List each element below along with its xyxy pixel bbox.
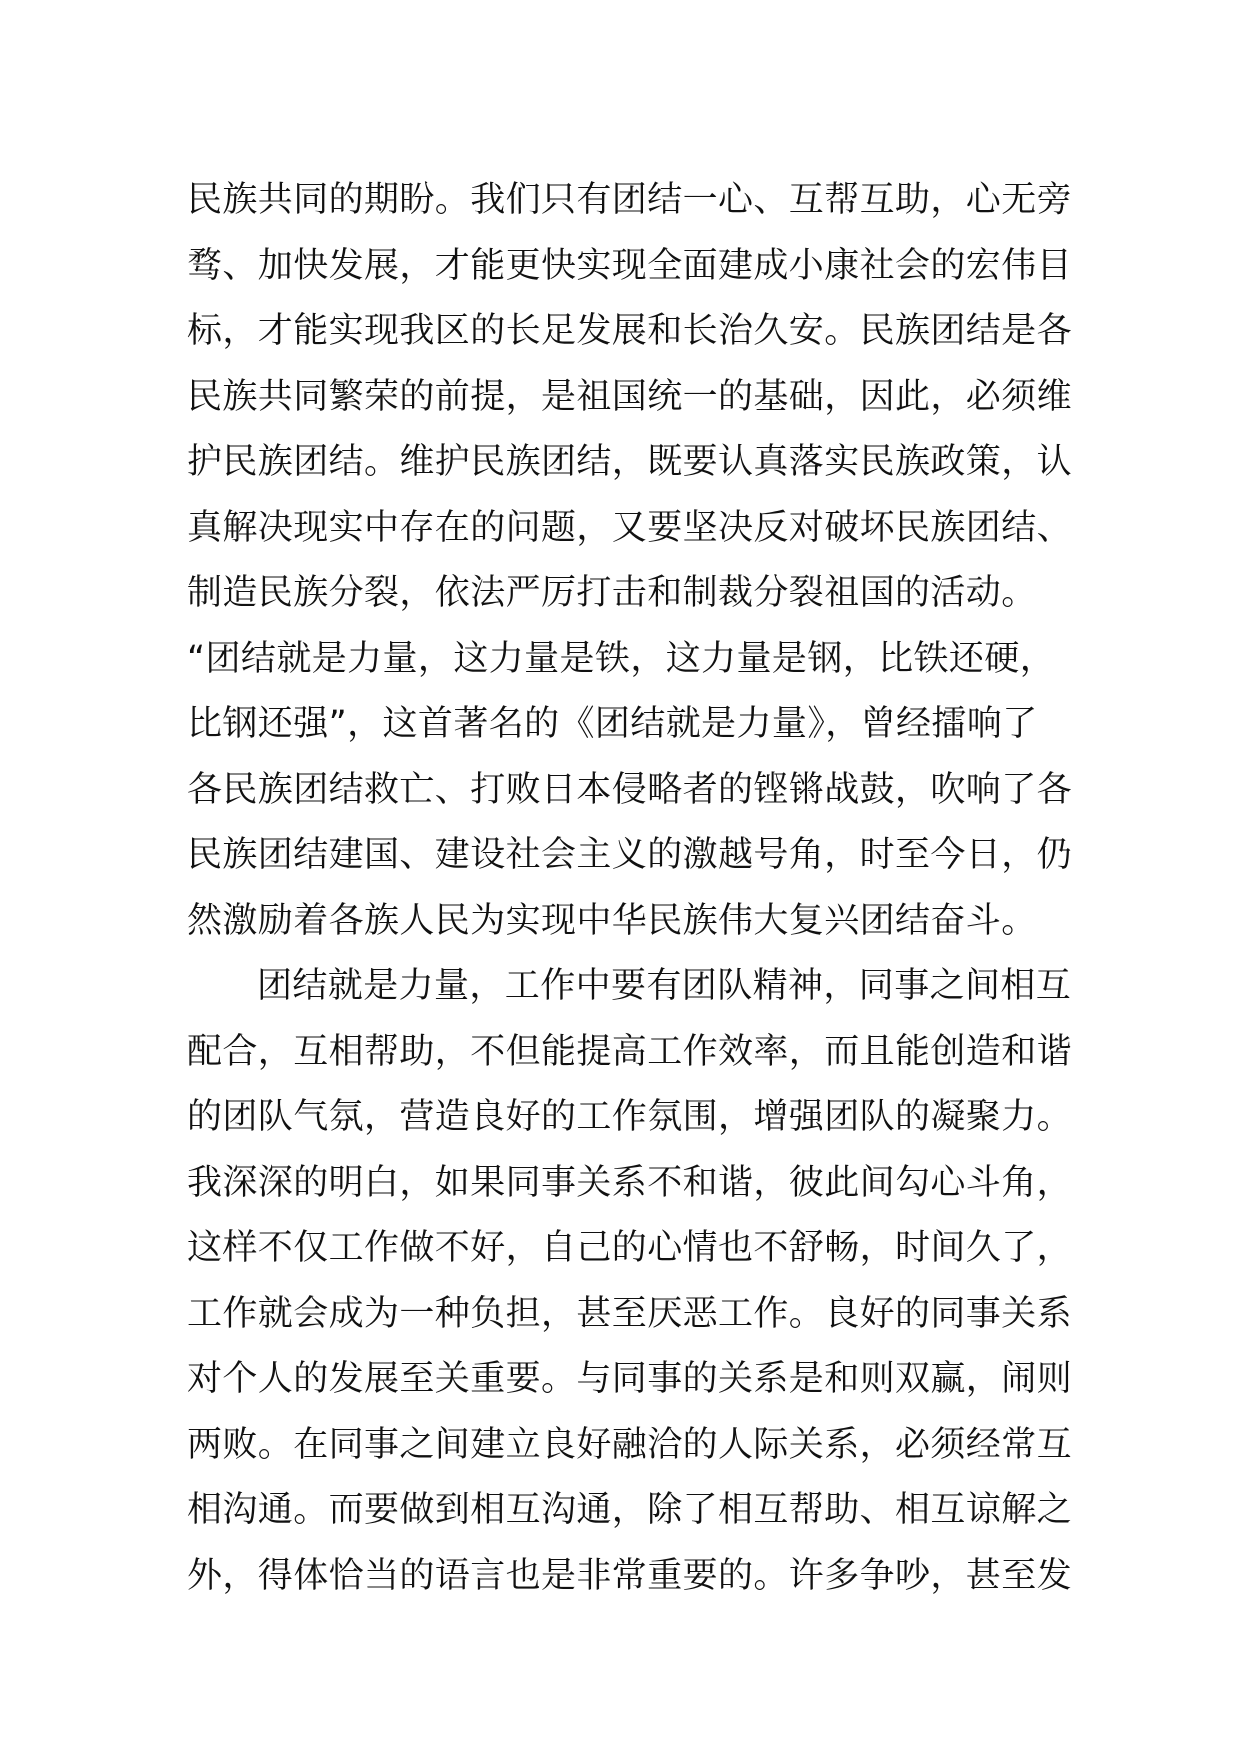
text-line: 标，才能实现我区的长足发展和长治久安。民族团结是各 bbox=[187, 311, 1073, 351]
text-line: 外，得体恰当的语言也是非常重要的。许多争吵，甚至发 bbox=[187, 1555, 1073, 1596]
text-line: 工作就会成为一种负担，甚至厌恶工作。良好的同事关系 bbox=[187, 1293, 1073, 1334]
text-line: 配合，互相帮助，不但能提高工作效率，而且能创造和谐 bbox=[187, 1031, 1073, 1072]
text-line: 护民族团结。维护民族团结，既要认真落实民族政策，认 bbox=[187, 442, 1073, 482]
text-line: 相沟通。而要做到相互沟通，除了相互帮助、相互谅解之 bbox=[187, 1490, 1073, 1530]
paragraph-first-line: 团结就是力量，工作中要有团队精神，同事之间相互 bbox=[257, 966, 1072, 1006]
text-line: 制造民族分裂，依法严厉打击和制裁分裂祖国的活动。 bbox=[187, 573, 1037, 613]
text-line: 的团队气氛，营造良好的工作氛围，增强团队的凝聚力。 bbox=[187, 1097, 1073, 1137]
text-line: 比钢还强”，这首著名的《团结就是力量》，曾经擂响了 bbox=[187, 704, 1038, 744]
text-line: 两败。在同事之间建立良好融洽的人际关系，必须经常互 bbox=[187, 1424, 1073, 1465]
text-line: 这样不仅工作做不好，自己的心情也不舒畅，时间久了， bbox=[187, 1228, 1073, 1268]
body-text bbox=[187, 168, 1073, 1609]
text-line: 民族共同的期盼。我们只有团结一心、互帮互助，心无旁 bbox=[187, 180, 1073, 220]
text-line: 然激励着各族人民为实现中华民族伟大复兴团结奋斗。 bbox=[187, 900, 1037, 941]
text-line: 各民族团结救亡、打败日本侵略者的铿锵战鼓，吹响了各 bbox=[187, 769, 1073, 810]
text-line: 骛、加快发展，才能更快实现全面建成小康社会的宏伟目 bbox=[187, 245, 1073, 286]
text-line: 我深深的明白，如果同事关系不和谐，彼此间勾心斗角， bbox=[187, 1162, 1073, 1203]
text-line: 对个人的发展至关重要。与同事的关系是和则双赢，闹则 bbox=[187, 1359, 1073, 1399]
text-line: 民族团结建国、建设社会主义的激越号角，时至今日，仍 bbox=[187, 835, 1073, 875]
text-line: “团结就是力量，这力量是铁，这力量是钢，比铁还硬， bbox=[187, 638, 1056, 679]
text-line: 民族共同繁荣的前提，是祖国统一的基础，因此，必须维 bbox=[187, 376, 1073, 417]
text-line: 真解决现实中存在的问题，又要坚决反对破坏民族团结、 bbox=[187, 507, 1073, 548]
